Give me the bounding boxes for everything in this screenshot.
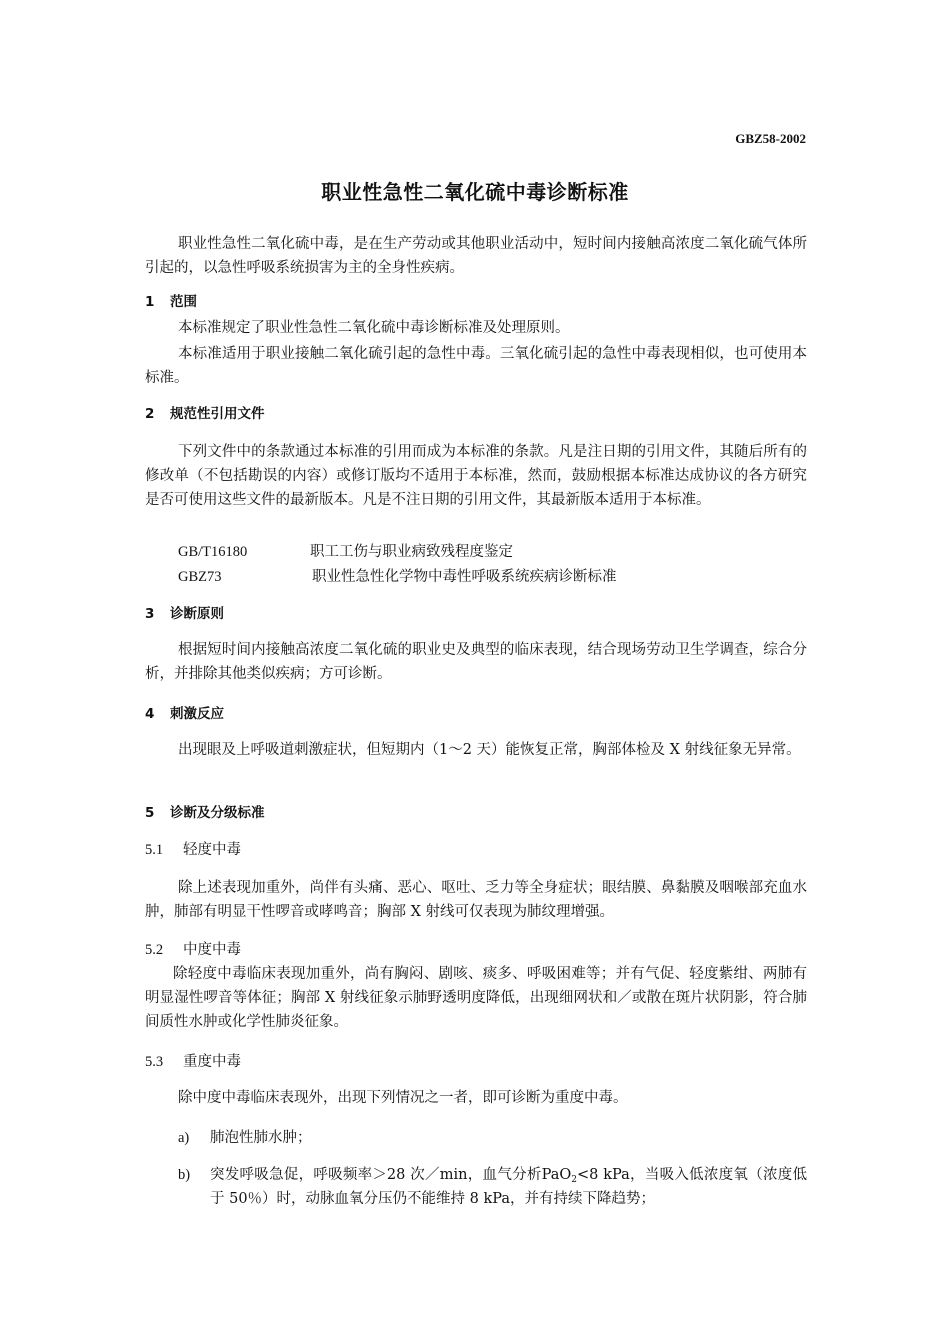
section-1-heading bbox=[145, 292, 197, 312]
section-number: 5 bbox=[145, 805, 155, 821]
section-4-heading bbox=[145, 704, 224, 724]
reference-row bbox=[178, 542, 513, 562]
subsection-number: 5.1 bbox=[145, 842, 164, 858]
document-title: 职业性急性二氧化硫中毒诊断标准 bbox=[321, 180, 629, 204]
list-text bbox=[210, 1163, 807, 1211]
subsection-title: 轻度中毒 bbox=[183, 842, 241, 858]
section-1-paragraph-2: 本标准适用于职业接触二氧化硫引起的急性中毒。三氧化硫引起的急性中毒表现相似，也可使用本标准。 bbox=[145, 346, 807, 386]
reference-title: 职业性急性化学物中毒性呼吸系统疾病诊断标准 bbox=[312, 569, 617, 585]
subsection-5-3-heading bbox=[145, 1052, 241, 1072]
section-4-paragraph-1: 出现眼及上呼吸道刺激症状，但短期内（1～2 天）能恢复正常，胸部体检及 X 射线征象无异常。 bbox=[178, 742, 801, 758]
subsection-5-2-heading bbox=[145, 940, 241, 960]
subsection-title: 中度中毒 bbox=[183, 942, 241, 958]
subsection-5-1-paragraph: 除上述表现加重外，尚伴有头痛、恶心、呕吐、乏力等全身症状；眼结膜、鼻黏膜及咽喉部充血水肿，肺部有明显干性啰音或哮鸣音；胸部 X 射线可仅表现为肺纹理增强。 bbox=[145, 880, 807, 920]
section-5-heading bbox=[145, 803, 265, 823]
subsection-title: 重度中毒 bbox=[183, 1054, 241, 1070]
section-number: 1 bbox=[145, 294, 155, 310]
list-item bbox=[178, 1126, 807, 1150]
section-title: 诊断原则 bbox=[170, 606, 224, 622]
section-title: 诊断及分级标准 bbox=[170, 805, 265, 821]
list-marker: a) bbox=[178, 1130, 190, 1146]
subsection-number: 5.3 bbox=[145, 1054, 164, 1070]
subsection-5-3-paragraph: 除中度中毒临床表现外，出现下列情况之一者，即可诊断为重度中毒。 bbox=[178, 1090, 628, 1106]
list-marker: b) bbox=[178, 1167, 191, 1183]
subscript: 2 bbox=[571, 1175, 577, 1185]
subsection-5-1-heading bbox=[145, 840, 241, 860]
section-3-heading bbox=[145, 604, 224, 624]
reference-code: GB/T16180 bbox=[178, 544, 248, 560]
reference-row bbox=[178, 567, 617, 587]
intro-paragraph: 职业性急性二氧化硫中毒，是在生产劳动或其他职业活动中，短时间内接触高浓度二氧化硫气体所引起的，以急性呼吸系统损害为主的全身性疾病。 bbox=[145, 236, 807, 276]
list-item bbox=[178, 1163, 807, 1211]
section-title: 范围 bbox=[170, 294, 197, 310]
list-text: 肺泡性肺水肿； bbox=[210, 1130, 312, 1146]
section-1-paragraph-1: 本标准规定了职业性急性二氧化硫中毒诊断标准及处理原则。 bbox=[178, 320, 570, 336]
list-text-part: 突发呼吸急促，呼吸频率＞28 次／min，血气分析PaO bbox=[210, 1167, 572, 1183]
subsection-number: 5.2 bbox=[145, 942, 164, 958]
section-title: 规范性引用文件 bbox=[170, 406, 265, 422]
subsection-5-2-paragraph: 除轻度中毒临床表现加重外，尚有胸闷、剧咳、痰多、呼吸困难等；并有气促、轻度紫绀、两肺有明显湿性啰音等体征；胸部 X 射线征象示肺野透明度降低，出现细网状和／或散在斑片状阴影，符合肺间质性水肿或化学性肺炎征象。 bbox=[145, 966, 807, 1030]
section-number: 2 bbox=[145, 406, 155, 422]
standard-code: GBZ58-2002 bbox=[735, 131, 806, 146]
section-2-paragraph-1: 下列文件中的条款通过本标准的引用而成为本标准的条款。凡是注日期的引用文件，其随后所有的修改单（不包括勘误的内容）或修订版均不适用于本标准，然而，鼓励根据本标准达成协议的各方研究是否可使用这些文件的最新版本。凡是不注日期的引用文件，其最新版本适用于本标准。 bbox=[145, 444, 807, 508]
reference-code: GBZ73 bbox=[178, 569, 222, 585]
list-text-part: <8 kPa，当吸入低浓度氧（浓度低于 50％）时，动脉血氧分压仍不能维持 8 kPa，并有持续下降趋势； bbox=[210, 1167, 807, 1207]
section-2-heading bbox=[145, 404, 265, 424]
section-3-paragraph-1: 根据短时间内接触高浓度二氧化硫的职业史及典型的临床表现，结合现场劳动卫生学调查，综合分析，并排除其他类似疾病；方可诊断。 bbox=[145, 642, 807, 682]
section-number: 3 bbox=[145, 606, 155, 622]
reference-title: 职工工伤与职业病致残程度鉴定 bbox=[310, 544, 513, 560]
section-title: 刺激反应 bbox=[170, 706, 224, 722]
section-number: 4 bbox=[145, 706, 155, 722]
